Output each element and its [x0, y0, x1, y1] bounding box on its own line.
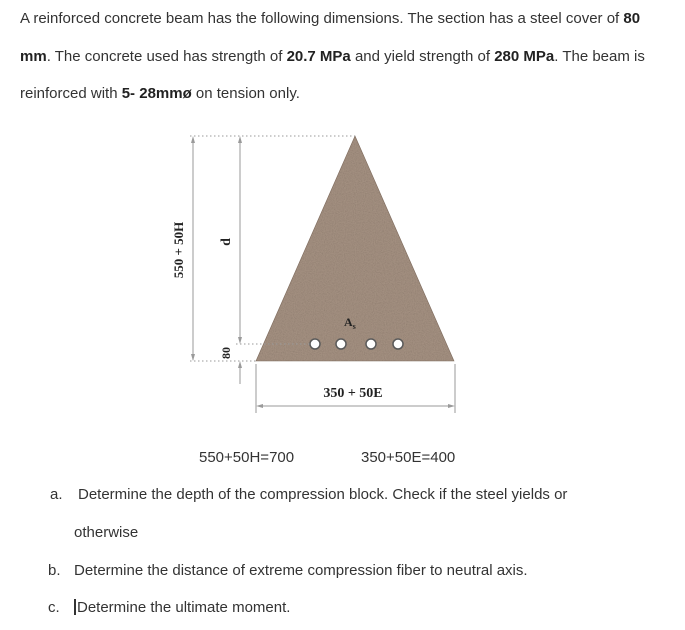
beam-section-diagram	[160, 128, 480, 418]
question-marker: b.	[48, 562, 61, 579]
effective-depth-label: d	[219, 238, 234, 246]
height-label: 550 + 50H	[171, 221, 186, 279]
width-value: 350+50E=400	[361, 449, 456, 466]
steel-area-label: $A_s$	[344, 315, 356, 331]
width-label: 350 + 50E	[323, 386, 383, 401]
text-cursor	[74, 599, 76, 615]
problem-statement	[20, 0, 670, 113]
question-text: Determine the ultimate moment.	[77, 599, 291, 616]
concrete-strength-value: 20.7 MPa	[286, 47, 351, 65]
problem-text: on tension only.	[191, 85, 300, 102]
question-marker: c.	[48, 599, 60, 616]
question-a-continuation: otherwise	[74, 524, 139, 541]
yield-strength-value: 280 MPa	[494, 47, 555, 65]
cover-dimension	[238, 361, 242, 384]
cover-value: 80 mm	[20, 10, 641, 65]
question-text: Determine the depth of the compression block. Check if the steel yields or	[78, 486, 568, 503]
problem-text: . The concrete used has strength of	[46, 47, 287, 65]
question-text-wrap[interactable]	[74, 599, 290, 616]
problem-text: and yield strength of	[350, 47, 495, 65]
reinforcement-value: 5- 28mmø	[121, 85, 192, 102]
question-text: Determine the distance of extreme compression fiber to neutral axis.	[74, 562, 528, 579]
problem-text: A reinforced concrete beam has the following dimensions. The section has a steel cover of	[20, 10, 624, 27]
cover-label: 80	[219, 347, 233, 359]
question-marker: a.	[50, 486, 63, 503]
problem-text: . The beam is reinforced with	[20, 47, 645, 102]
height-value: 550+50H=700	[199, 449, 295, 466]
